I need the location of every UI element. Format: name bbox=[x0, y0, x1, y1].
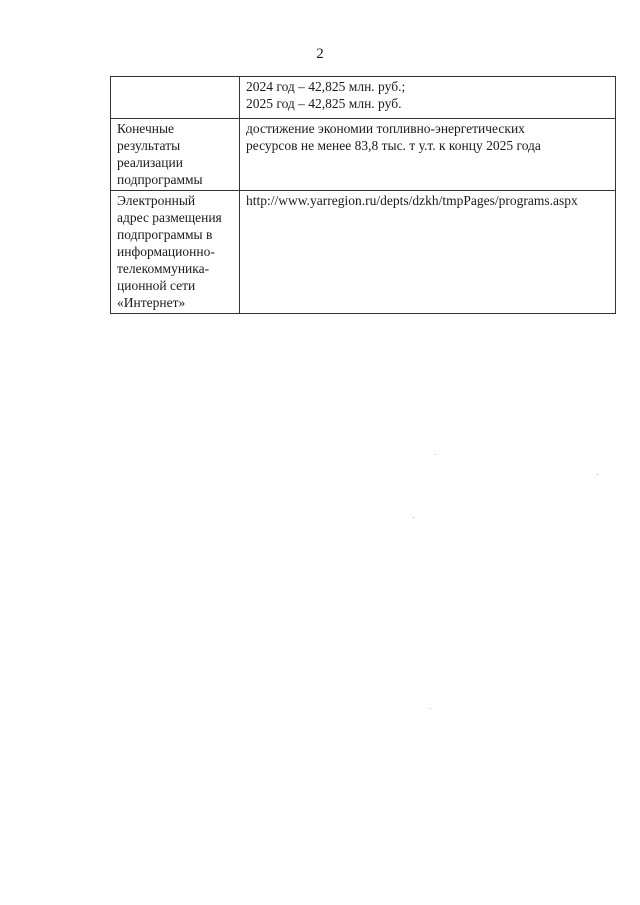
table-row-financing bbox=[111, 77, 616, 119]
value-line: достижение экономии топливно-энергетических bbox=[246, 121, 525, 136]
label-line: результаты bbox=[117, 138, 181, 153]
table-cell-label-empty bbox=[111, 77, 240, 119]
scan-speck bbox=[435, 454, 436, 455]
table-cell-results-value bbox=[240, 119, 616, 191]
financing-line-2024: 2024 год – 42,825 млн. руб.; bbox=[246, 79, 406, 94]
scan-speck bbox=[597, 474, 598, 475]
label-line: информационно- bbox=[117, 244, 215, 259]
subprogram-passport-table bbox=[110, 76, 616, 314]
internet-address-link: http://www.yarregion.ru/depts/dzkh/tmpPages/programs.aspx bbox=[246, 193, 578, 208]
label-line: телекоммуника- bbox=[117, 261, 210, 276]
label-line: реализации bbox=[117, 155, 183, 170]
label-line: ционной сети bbox=[117, 278, 196, 293]
scan-speck bbox=[430, 708, 431, 709]
label-line: подпрограммы в bbox=[117, 227, 213, 242]
table-cell-results-label bbox=[111, 119, 240, 191]
scan-speck bbox=[413, 517, 414, 518]
value-line: ресурсов не менее 83,8 тыс. т у.т. к концу 2025 года bbox=[246, 138, 541, 153]
table-cell-address-value bbox=[240, 191, 616, 314]
page-number: 2 bbox=[316, 46, 324, 62]
label-line: подпрограммы bbox=[117, 172, 203, 187]
label-line: адрес размещения bbox=[117, 210, 222, 225]
financing-line-2025: 2025 год – 42,825 млн. руб. bbox=[246, 96, 402, 111]
label-line: Электронный bbox=[117, 193, 196, 208]
table-cell-financing-values bbox=[240, 77, 616, 119]
table-row-results bbox=[111, 119, 616, 191]
table-cell-address-label bbox=[111, 191, 240, 314]
table-row-internet-address bbox=[111, 191, 616, 314]
label-line: «Интернет» bbox=[117, 295, 186, 310]
label-line: Конечные bbox=[117, 121, 175, 136]
